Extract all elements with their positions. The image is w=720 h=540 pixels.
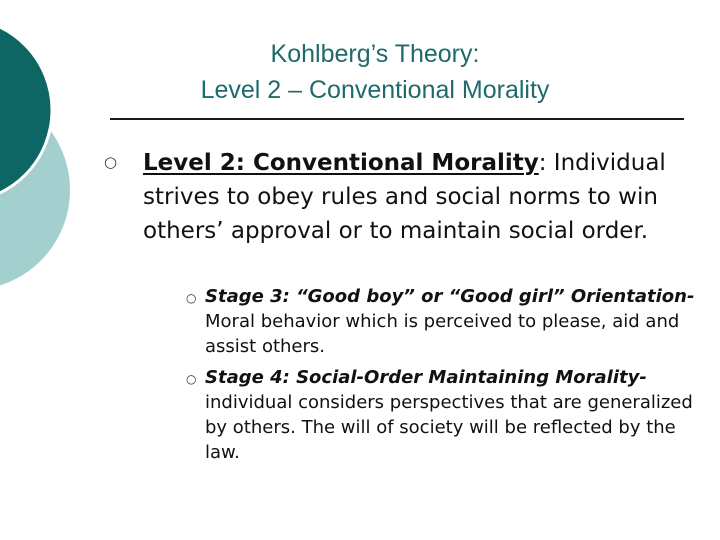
title-line-2: Level 2 – Conventional Morality bbox=[200, 76, 550, 104]
circle-bullet-icon: ○ bbox=[186, 291, 197, 305]
sub-bullet-stage-4 bbox=[205, 365, 695, 465]
stage-3-text: Moral behavior which is perceived to please, aid and assist others. bbox=[205, 311, 680, 357]
title-divider bbox=[110, 118, 684, 120]
circle-bullet-icon: ○ bbox=[104, 153, 118, 171]
stage-3-label: Stage 3: “Good boy” or “Good girl” Orientation- bbox=[205, 286, 695, 307]
circle-bullet-icon: ○ bbox=[186, 372, 197, 386]
stage-4-text: individual considers perspectives that are generalized by others. The will of society will be reflected by the law. bbox=[205, 392, 693, 463]
main-bullet-colon: : bbox=[538, 150, 547, 176]
main-bullet-heading: Level 2: Conventional Morality bbox=[143, 150, 539, 176]
main-bullet bbox=[143, 146, 703, 248]
slide-title bbox=[110, 36, 640, 108]
main-bullet-body: Individual strives to obey rules and social norms to win others’ approval or to maintain social order. bbox=[143, 150, 666, 244]
title-line-1: Kohlberg’s Theory: bbox=[270, 40, 480, 68]
stage-4-label: Stage 4: Social-Order Maintaining Morality- bbox=[205, 367, 647, 388]
decorative-circles bbox=[0, 0, 120, 300]
sub-bullet-stage-3 bbox=[205, 284, 695, 359]
